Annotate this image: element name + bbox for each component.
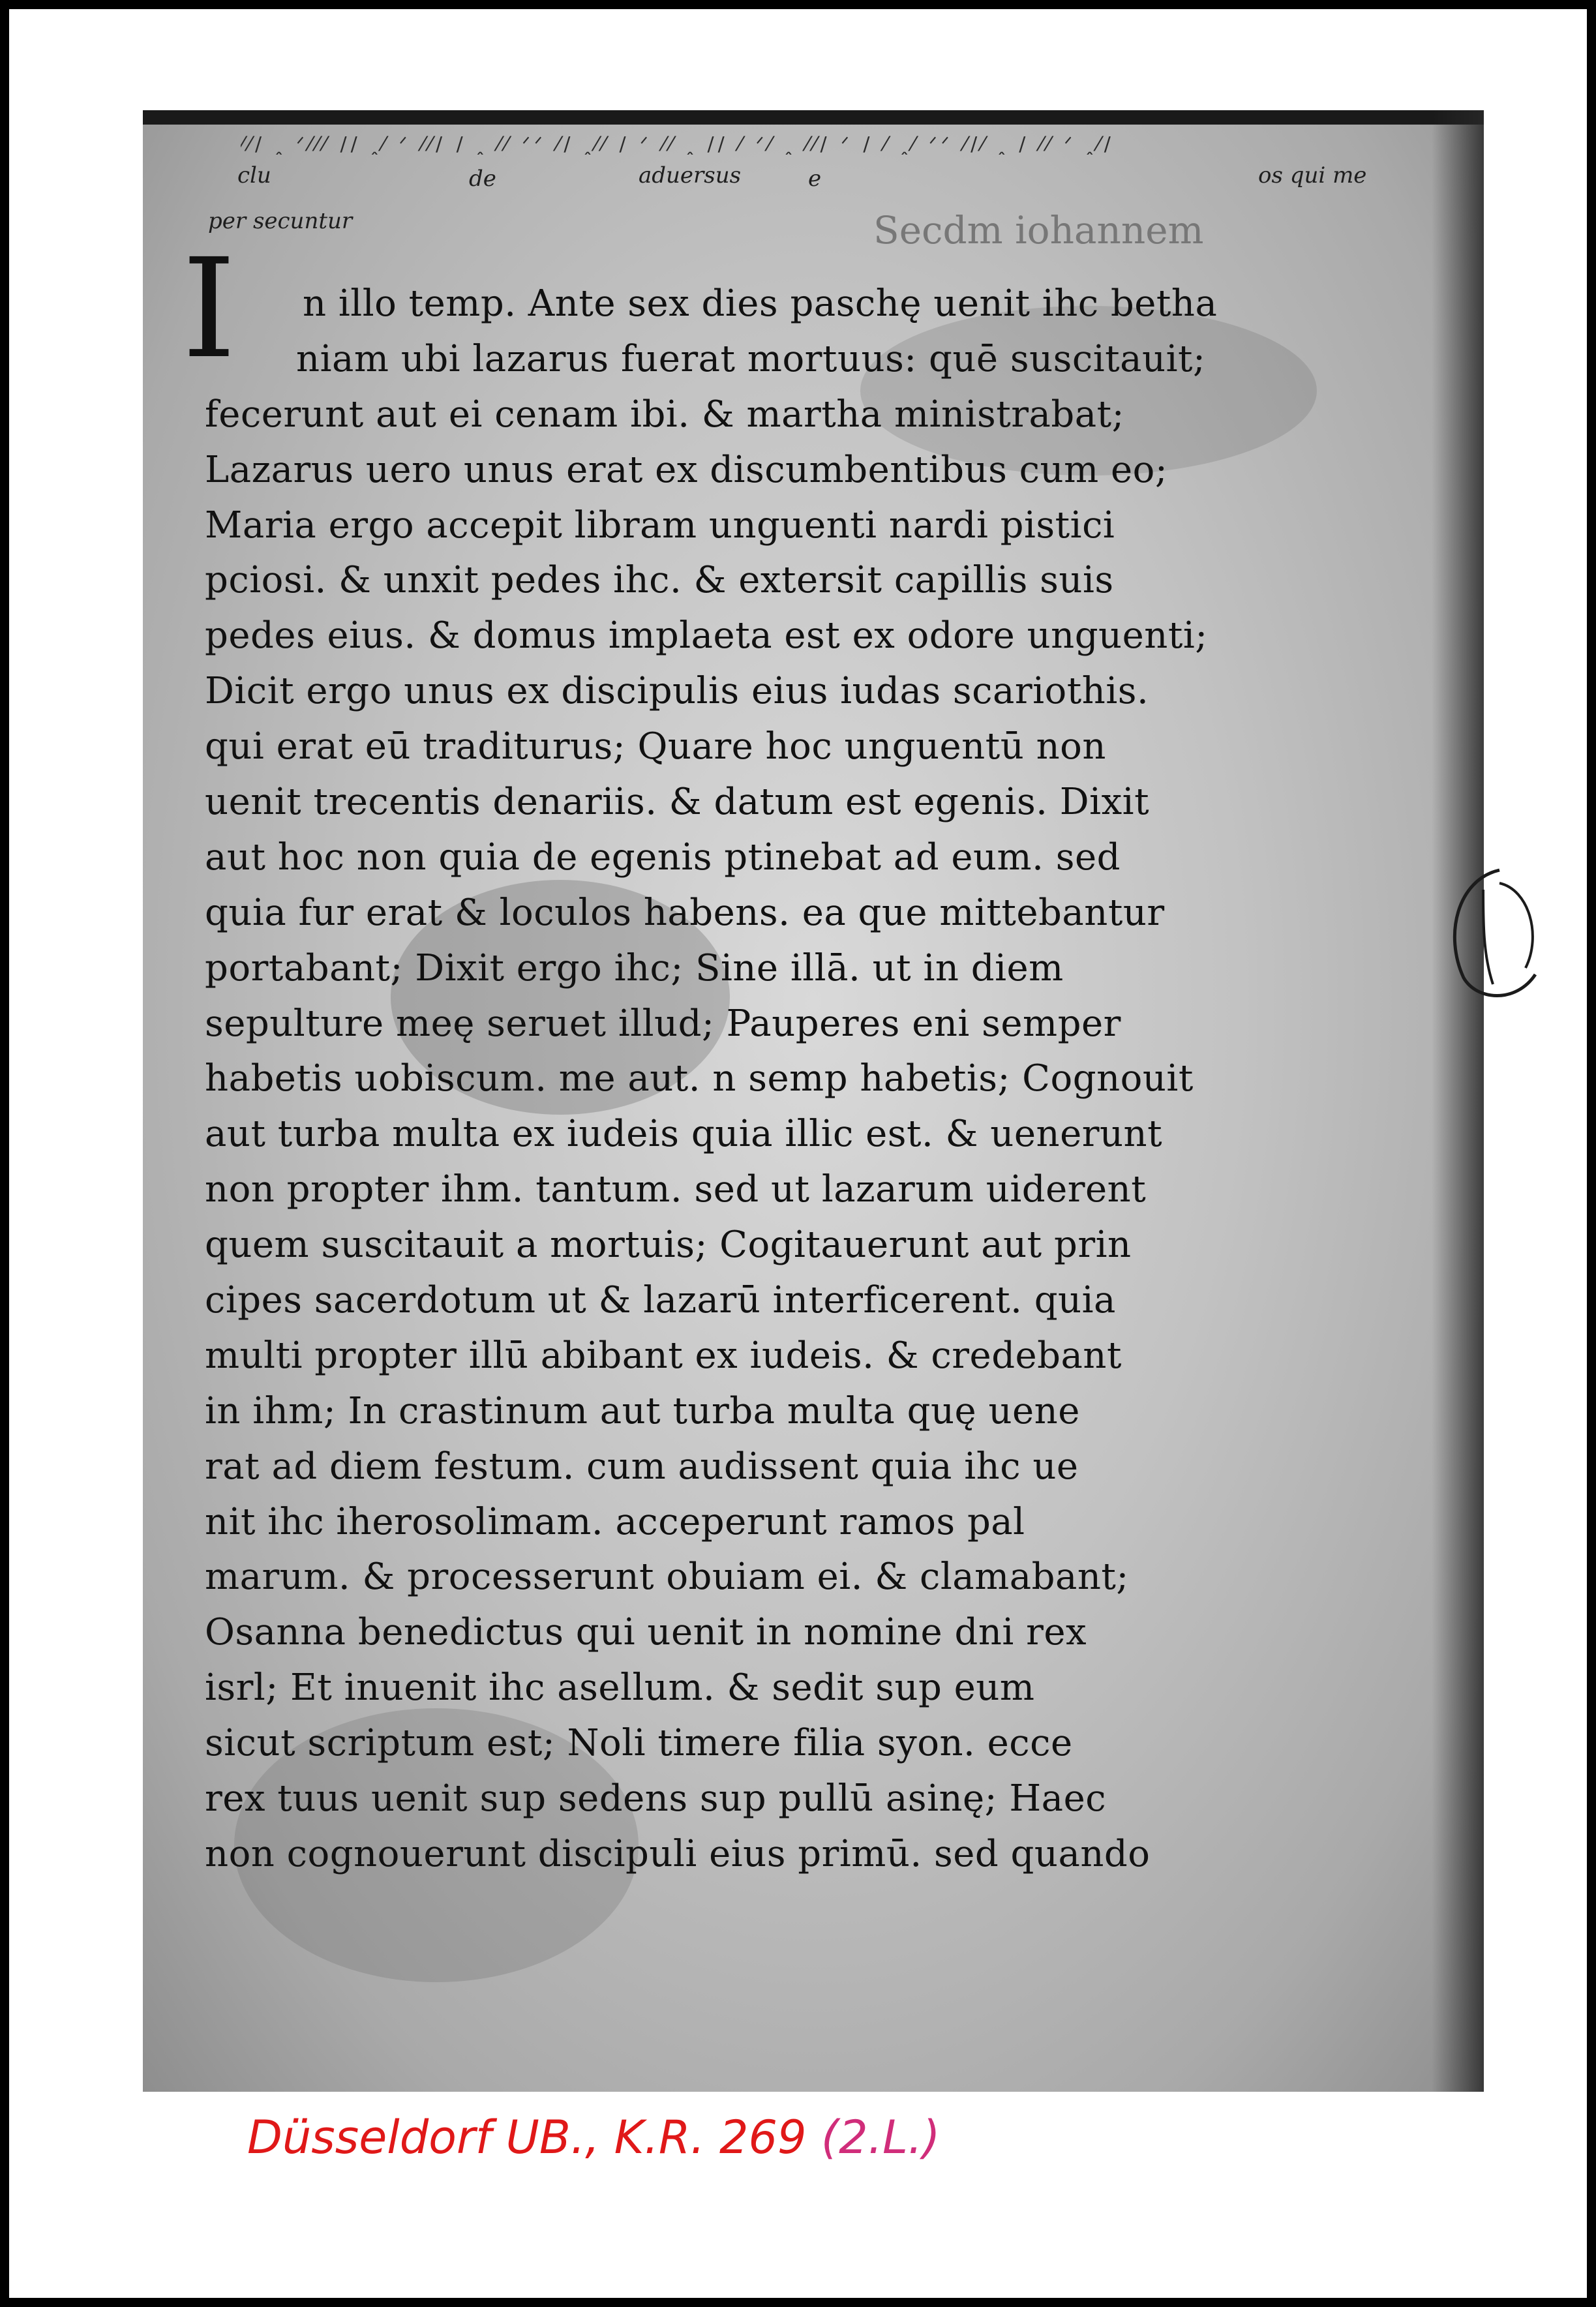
gloss-e: e — [808, 166, 822, 192]
text-line: nit ihc iherosolimam. acceperunt ramos pal — [205, 1500, 1025, 1543]
text-line: sicut scriptum est; Noli timere filia syon. ecce — [205, 1722, 1073, 1765]
text-line: fecerunt aut ei cenam ibi. & martha ministrabat; — [205, 393, 1124, 436]
gloss-aduersus: aduersus — [639, 162, 742, 188]
gloss-os-qui-me: os qui me — [1258, 162, 1367, 188]
text-line: marum. & processerunt obuiam ei. & clamabant; — [205, 1556, 1129, 1599]
text-line: Maria ergo accepit libram unguenti nardi pistici — [205, 504, 1115, 547]
text-line: rex tuus uenit sup sedens sup pullū asinę; Haec — [205, 1777, 1107, 1820]
text-line: niam ubi lazarus fuerat mortuus: quē suscitauit; — [296, 337, 1206, 380]
text-line: sepulture meę seruet illud; Pauperes eni semper — [205, 1002, 1121, 1045]
text-line: portabant; Dixit ergo ihc; Sine illā. ut in diem — [205, 946, 1064, 989]
folio-top-edge — [143, 110, 1484, 125]
text-line: habetis uobiscum. me aut. n semp habetis; Cognouit — [205, 1057, 1194, 1100]
shelfmark-annotation — [247, 2111, 941, 2164]
text-line: cipes sacerdotum ut & lazarū interficerent. quia — [205, 1279, 1116, 1322]
shelfmark-note: (2.L.) — [821, 2111, 941, 2164]
text-line: quem suscitauit a mortuis; Cogitauerunt aut prin — [205, 1224, 1132, 1267]
text-line: non propter ihm. tantum. sed ut lazarum uiderent — [205, 1168, 1147, 1211]
text-line: pedes eius. & domus implaeta est ex odore unguenti; — [205, 614, 1208, 657]
margin-signature-mark — [1438, 864, 1548, 1007]
manuscript-folio — [143, 110, 1484, 2092]
text-line: non cognouerunt discipuli eius primū. sed quando — [205, 1832, 1151, 1875]
text-line: Dicit ergo unus ex discipulis eius iudas scariothis. — [205, 670, 1149, 713]
text-block — [205, 277, 1457, 1882]
text-line: in ihm; In crastinum aut turba multa quę uene — [205, 1389, 1080, 1432]
gloss-per-secuntur: per secuntur — [208, 208, 353, 234]
gospel-heading: Secdm iohannem — [873, 208, 1204, 252]
gloss-de: de — [469, 166, 496, 192]
text-line: qui erat eū traditurus; Quare hoc unguentū non — [205, 725, 1106, 768]
text-line: Osanna benedictus qui uenit in nomine dni rex — [205, 1611, 1087, 1654]
text-line: pciosi. & unxit pedes ihc. & extersit capillis suis — [205, 559, 1114, 602]
photo-mount — [9, 9, 1587, 2298]
gloss-clu: clu — [237, 162, 271, 188]
text-line: quia fur erat & loculos habens. ea que mittebantur — [205, 891, 1165, 934]
shelfmark-text: Düsseldorf UB., K.R. 269 — [247, 2111, 807, 2164]
text-line: Lazarus uero unus erat ex discumbentibus cum eo; — [205, 448, 1168, 491]
text-line: n illo temp. Ante sex dies paschę uenit ihc betha — [303, 282, 1218, 325]
text-line: multi propter illū abibant ex iudeis. & credebant — [205, 1334, 1122, 1377]
text-line: uenit trecentis denariis. & datum est egenis. Dixit — [205, 781, 1150, 824]
text-line: rat ad diem festum. cum audissent quia ihc ue — [205, 1445, 1079, 1488]
text-line: aut turba multa ex iudeis quia illic est. & uenerunt — [205, 1113, 1163, 1156]
text-line: isrl; Et inuenit ihc asellum. & sedit sup eum — [205, 1666, 1035, 1710]
decorated-initial: I — [182, 229, 236, 389]
text-line: aut hoc non quia de egenis ptinebat ad eum. sed — [205, 836, 1121, 879]
neume-notation: ⁄⁄∕ ꞈ ᐟ⁄⁄⁄ ∕∕ ꞈ⁄ ᐟ ⁄⁄∕ ∕ ꞈ ⁄⁄ ᐟᐟ ⁄∕ ꞈ⁄⁄ ∕ ᐟ ⁄⁄ ꞈ ∕∕ ⁄ ᐟ⁄ ꞈ ⁄⁄∕ ᐟ ∕ ⁄ ꞈ⁄ ᐟᐟ ⁄∕⁄ ꞈ ∕ ⁄⁄ ᐟ ꞈ⁄∕ — [241, 133, 1115, 156]
